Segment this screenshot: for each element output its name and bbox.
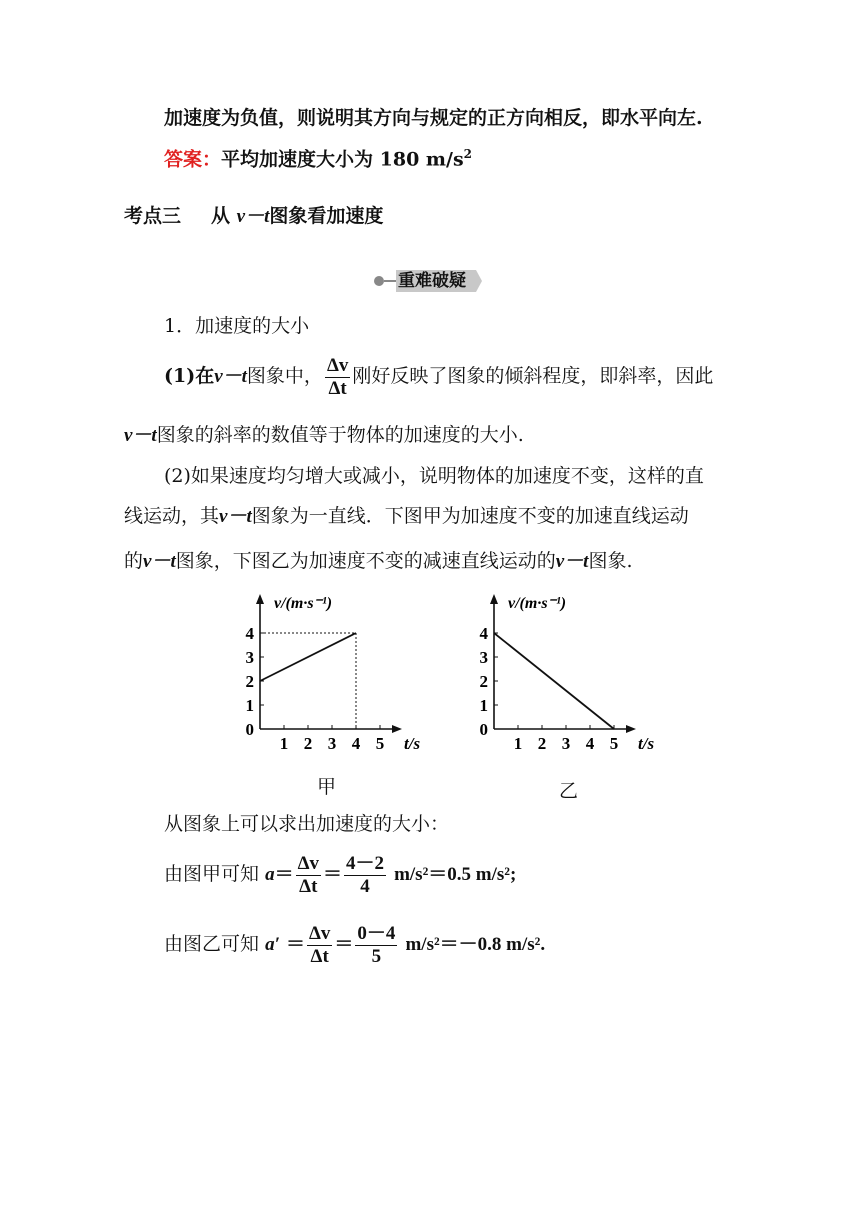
p1-a: (1)在 bbox=[164, 365, 215, 387]
series-line bbox=[260, 633, 356, 681]
answer-label: 答案： bbox=[164, 148, 222, 171]
answer-line bbox=[164, 142, 472, 171]
x-tick-label: 2 bbox=[303, 734, 313, 753]
x-axis-arrow bbox=[392, 725, 402, 733]
delta-fraction bbox=[325, 355, 350, 400]
x-tick-label: 4 bbox=[585, 734, 595, 753]
y-tick-label: 4 bbox=[479, 624, 488, 643]
y-tick-label: 3 bbox=[479, 648, 488, 667]
x-tick-label: 2 bbox=[537, 734, 547, 753]
p2-line3-vt2: v－t bbox=[555, 551, 589, 572]
y-axis-label: v/(m·s⁻¹) bbox=[508, 595, 567, 612]
answer-text: 平均加速度大小为 180 m/s bbox=[221, 148, 464, 171]
p1-vt: v－t bbox=[214, 366, 247, 387]
y-axis-label: v/(m·s⁻¹) bbox=[274, 595, 333, 612]
eq1-eq: ＝ bbox=[274, 863, 294, 885]
eq1-num2: 4－2 bbox=[346, 852, 385, 874]
p2-line3-vt: v－t bbox=[143, 551, 176, 572]
eq1-frac1 bbox=[296, 853, 321, 898]
y-tick-label: 3 bbox=[245, 648, 254, 667]
p1-c: 刚好反映了图象的倾斜程度，即斜率，因此 bbox=[352, 365, 714, 387]
x-tick-label: 5 bbox=[375, 734, 385, 753]
equation-2 bbox=[164, 922, 545, 968]
y-tick-label: 2 bbox=[245, 672, 254, 691]
chart-caption-yi: 乙 bbox=[559, 780, 579, 802]
p2-line3-a: 的 bbox=[124, 550, 144, 572]
eq2-den: Δt bbox=[310, 945, 329, 967]
eq2-den2: 5 bbox=[371, 945, 382, 967]
p1-line2-text: 图象的斜率的数值等于物体的加速度的大小. bbox=[156, 424, 524, 446]
p2-line3-c: 图象. bbox=[588, 550, 633, 572]
frac-den: Δt bbox=[328, 377, 347, 399]
frac-num: Δv bbox=[326, 354, 349, 376]
p1-line1 bbox=[164, 354, 713, 400]
y-tick-label: 1 bbox=[245, 696, 254, 715]
x-tick-label: 1 bbox=[513, 734, 523, 753]
p2-line2-vt: v－t bbox=[219, 506, 252, 527]
p2-line2-a: 线运动，其 bbox=[124, 505, 220, 527]
eq1-a: a bbox=[265, 864, 275, 885]
badge-label: 重难破疑 bbox=[398, 271, 466, 291]
x-tick-label: 1 bbox=[279, 734, 289, 753]
series-line bbox=[494, 633, 614, 729]
eq1-eq2: ＝ bbox=[323, 863, 343, 885]
y-axis-arrow bbox=[256, 594, 264, 604]
intro-line: 从图象上可以求出加速度的大小： bbox=[164, 813, 450, 835]
chart-yi bbox=[474, 588, 664, 758]
y-tick-label: 2 bbox=[479, 672, 488, 691]
eq2-a: a′ bbox=[265, 934, 280, 955]
p2-line1: (2)如果速度均匀增大或减小，说明物体的加速度不变，这样的直 bbox=[164, 465, 704, 487]
eq2-frac2 bbox=[355, 923, 397, 968]
x-axis-arrow bbox=[626, 725, 636, 733]
p1-line2-vt: v－t bbox=[124, 425, 157, 446]
eq1-den: Δt bbox=[299, 875, 318, 897]
section-title bbox=[124, 204, 383, 229]
section-vt: v－t bbox=[236, 206, 270, 227]
eq2-num: Δv bbox=[308, 922, 331, 944]
chart-caption-jia: 甲 bbox=[317, 776, 337, 798]
p2-line3-b: 图象，下图乙为加速度不变的减速直线运动的 bbox=[175, 550, 556, 572]
section-suffix: 图象看加速度 bbox=[269, 205, 384, 227]
x-tick-label: 3 bbox=[327, 734, 337, 753]
eq2-num2: 0－4 bbox=[357, 922, 396, 944]
section-from: 从 bbox=[211, 205, 231, 227]
eq1-num: Δv bbox=[297, 852, 319, 874]
eq2-tail: m/s²＝－0.8 m/s². bbox=[405, 934, 546, 955]
eq2-eq2: ＝ bbox=[334, 933, 354, 955]
answer-sup: 2 bbox=[463, 147, 473, 161]
x-tick-label: 5 bbox=[609, 734, 619, 753]
p2-line2 bbox=[124, 504, 689, 529]
y-tick-label: 0 bbox=[245, 720, 254, 739]
y-axis-arrow bbox=[490, 594, 498, 604]
y-tick-label: 0 bbox=[479, 720, 488, 739]
p1-line2 bbox=[124, 423, 524, 448]
eq1-tail: m/s²＝0.5 m/s²; bbox=[394, 864, 517, 885]
difficulty-badge bbox=[372, 268, 484, 294]
eq2-frac1 bbox=[307, 923, 332, 968]
eq2-eq: ＝ bbox=[285, 933, 305, 955]
eq1-frac2 bbox=[344, 853, 386, 898]
p2-line2-b: 图象为一直线．下图甲为加速度不变的加速直线运动 bbox=[251, 505, 689, 527]
p1-b: 图象中， bbox=[246, 365, 323, 387]
section-prefix: 考点三 bbox=[124, 205, 182, 227]
x-axis-label: t/s bbox=[638, 734, 655, 753]
text-line: 加速度为负值，则说明其方向与规定的正方向相反，即水平向左. bbox=[164, 107, 703, 129]
item-heading: 1．加速度的大小 bbox=[164, 315, 310, 337]
x-tick-label: 3 bbox=[561, 734, 571, 753]
eq1-pre: 由图甲可知 bbox=[164, 863, 260, 885]
x-axis-label: t/s bbox=[404, 734, 421, 753]
x-tick-label: 4 bbox=[351, 734, 361, 753]
eq1-den2: 4 bbox=[360, 875, 370, 897]
eq2-pre: 由图乙可知 bbox=[164, 933, 260, 955]
y-tick-label: 4 bbox=[245, 624, 254, 643]
p2-line3 bbox=[124, 549, 633, 574]
equation-1 bbox=[164, 852, 516, 898]
y-tick-label: 1 bbox=[479, 696, 488, 715]
chart-jia bbox=[240, 588, 430, 758]
